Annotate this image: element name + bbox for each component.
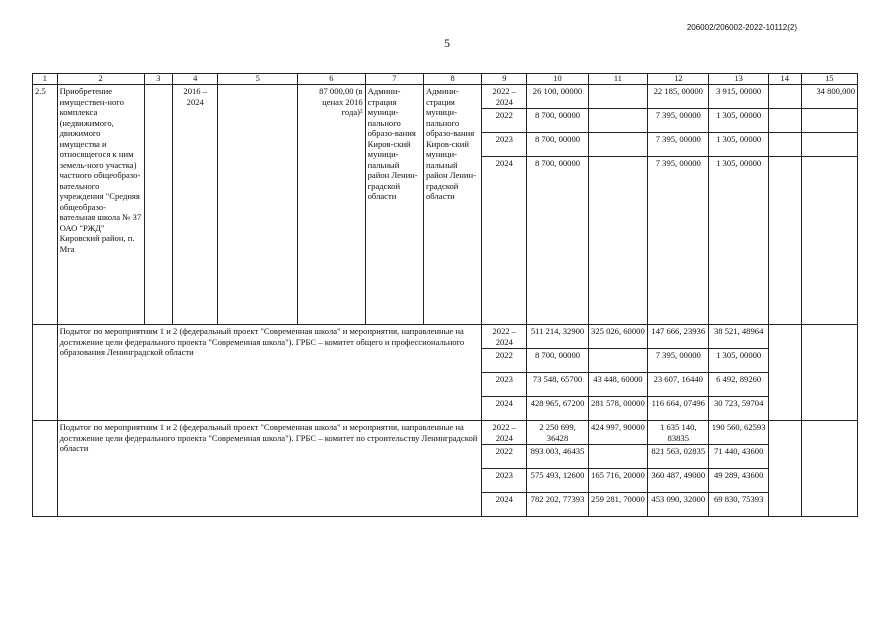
value-col15 xyxy=(801,109,857,133)
value-col14 xyxy=(768,85,801,109)
value-col15 xyxy=(801,133,857,157)
header-cell: 2 xyxy=(57,74,144,85)
value-col10: 8 700, 00000 xyxy=(527,349,588,373)
subtotal-text: Подытог по мероприятиям 1 и 2 (федеральный проект "Современная школа" и мероприятия, направленные на достижение цели федерального проекта "Современная школа"). ГРБС – комитет общего и профессионального образования Ленинградской области xyxy=(57,325,482,421)
page-number: 5 xyxy=(444,36,450,50)
header-cell: 1 xyxy=(33,74,58,85)
value-col13: 71 440, 43600 xyxy=(709,445,768,469)
year-cell: 2022 – 2024 xyxy=(482,325,527,349)
value-col11 xyxy=(588,109,647,133)
value-col11: 325 026, 60000 xyxy=(588,325,647,349)
value-col13: 1 305, 00000 xyxy=(709,157,768,325)
value-col12: 7 395, 00000 xyxy=(648,157,709,325)
header-cell: 14 xyxy=(768,74,801,85)
value-col10: 26 100, 00000 xyxy=(527,85,588,109)
header-cell: 6 xyxy=(298,74,366,85)
value-col13: 3 915, 00000 xyxy=(709,85,768,109)
value-col14 xyxy=(768,133,801,157)
value-col13: 38 521, 48964 xyxy=(709,325,768,349)
value-col14 xyxy=(768,421,801,517)
year-cell: 2024 xyxy=(482,397,527,421)
program-table xyxy=(32,73,858,517)
item-executor: Админи-страция муници-пального образо-вания Киров-ский муници-пальный район Ленин-градской области xyxy=(423,85,481,325)
header-cell: 9 xyxy=(482,74,527,85)
value-col11: 165 716, 20000 xyxy=(588,469,647,493)
value-col14 xyxy=(768,157,801,325)
year-cell: 2022 xyxy=(482,349,527,373)
item-number: 2.5 xyxy=(33,85,58,325)
value-col11: 281 578, 00000 xyxy=(588,397,647,421)
value-col11 xyxy=(588,157,647,325)
subtotal-row xyxy=(33,325,858,349)
value-col14 xyxy=(768,109,801,133)
value-col12: 360 487, 49000 xyxy=(648,469,709,493)
value-col10: 893 003, 46435 xyxy=(527,445,588,469)
header-cell: 4 xyxy=(173,74,218,85)
item-customer: Админи-страция муници-пального образо-вания Киров-ский муници-пальный район Ленин-градской области xyxy=(365,85,423,325)
value-col13: 30 723, 59704 xyxy=(709,397,768,421)
item-period: 2016 – 2024 xyxy=(173,85,218,325)
value-col15 xyxy=(801,325,857,421)
header-cell: 15 xyxy=(801,74,857,85)
header-cell: 7 xyxy=(365,74,423,85)
value-col11: 424 997, 90000 xyxy=(588,421,647,445)
header-row xyxy=(33,74,858,85)
value-col12: 1 635 140, 83835 xyxy=(648,421,709,445)
value-col12: 453 090, 32000 xyxy=(648,493,709,517)
value-col15 xyxy=(801,421,857,517)
item-name: Приобретение имуществен-ного комплекса (недвижимого, движимого имущества и относящегося к ним земель-ного участка) частного общеобразо-вательного учреждения "Средняя общеобразо-вательная школа № 37 ОАО "РЖД" Кировский район, п. Мга xyxy=(57,85,144,325)
header-cell: 13 xyxy=(709,74,768,85)
value-col12: 7 395, 00000 xyxy=(648,109,709,133)
value-col11 xyxy=(588,349,647,373)
value-col11 xyxy=(588,133,647,157)
value-col10: 8 700, 00000 xyxy=(527,157,588,325)
value-col13: 69 830, 75393 xyxy=(709,493,768,517)
year-cell: 2024 xyxy=(482,493,527,517)
value-col11 xyxy=(588,85,647,109)
item-col5 xyxy=(218,85,298,325)
value-col15 xyxy=(801,157,857,325)
value-col10: 511 214, 32900 xyxy=(527,325,588,349)
value-col12: 22 185, 00000 xyxy=(648,85,709,109)
value-col11: 259 281, 70000 xyxy=(588,493,647,517)
value-col12: 7 395, 00000 xyxy=(648,133,709,157)
value-col13: 6 492, 89260 xyxy=(709,373,768,397)
value-col12: 116 664, 07496 xyxy=(648,397,709,421)
value-col10: 8 700, 00000 xyxy=(527,109,588,133)
value-col13: 1 305, 00000 xyxy=(709,109,768,133)
item-col3 xyxy=(144,85,173,325)
subtotal-col1 xyxy=(33,325,58,421)
item-row xyxy=(33,85,858,109)
value-col12: 7 395, 00000 xyxy=(648,349,709,373)
subtotal-text: Подытог по мероприятиям 1 и 2 (федеральный проект "Современная школа" и мероприятия, направленные на достижение цели федерального проекта "Современная школа"). ГРБС – комитет по строительству Ленинградской области xyxy=(57,421,482,517)
subtotal-col1 xyxy=(33,421,58,517)
value-col13: 1 305, 00000 xyxy=(709,349,768,373)
year-cell: 2023 xyxy=(482,469,527,493)
value-col15: 34 800,000 xyxy=(801,85,857,109)
value-col10: 8 700, 00000 xyxy=(527,133,588,157)
year-cell: 2022 – 2024 xyxy=(482,85,527,109)
year-cell: 2023 xyxy=(482,133,527,157)
value-col10: 73 548, 65700 xyxy=(527,373,588,397)
header-cell: 12 xyxy=(648,74,709,85)
value-col11: 43 448, 60000 xyxy=(588,373,647,397)
year-cell: 2023 xyxy=(482,373,527,397)
header-cell: 11 xyxy=(588,74,647,85)
header-cell: 3 xyxy=(144,74,173,85)
value-col13: 1 305, 00000 xyxy=(709,133,768,157)
year-cell: 2022 xyxy=(482,109,527,133)
header-cell: 10 xyxy=(527,74,588,85)
value-col12: 147 666, 23936 xyxy=(648,325,709,349)
year-cell: 2022 xyxy=(482,445,527,469)
value-col13: 190 560, 62593 xyxy=(709,421,768,445)
item-cost: 87 000,00 (в ценах 2016 года)² xyxy=(298,85,366,325)
value-col12: 23 607, 16440 xyxy=(648,373,709,397)
document-id: 206002/206002-2022-10112(2) xyxy=(686,23,797,32)
value-col10: 428 965, 67200 xyxy=(527,397,588,421)
value-col14 xyxy=(768,325,801,421)
value-col11 xyxy=(588,445,647,469)
value-col10: 2 250 699, 36428 xyxy=(527,421,588,445)
year-cell: 2022 – 2024 xyxy=(482,421,527,445)
value-col10: 575 493, 12600 xyxy=(527,469,588,493)
value-col12: 821 563, 02835 xyxy=(648,445,709,469)
header-cell: 5 xyxy=(218,74,298,85)
header-cell: 8 xyxy=(423,74,481,85)
subtotal-row xyxy=(33,421,858,445)
value-col13: 49 289, 43600 xyxy=(709,469,768,493)
year-cell: 2024 xyxy=(482,157,527,325)
value-col10: 782 202, 77393 xyxy=(527,493,588,517)
